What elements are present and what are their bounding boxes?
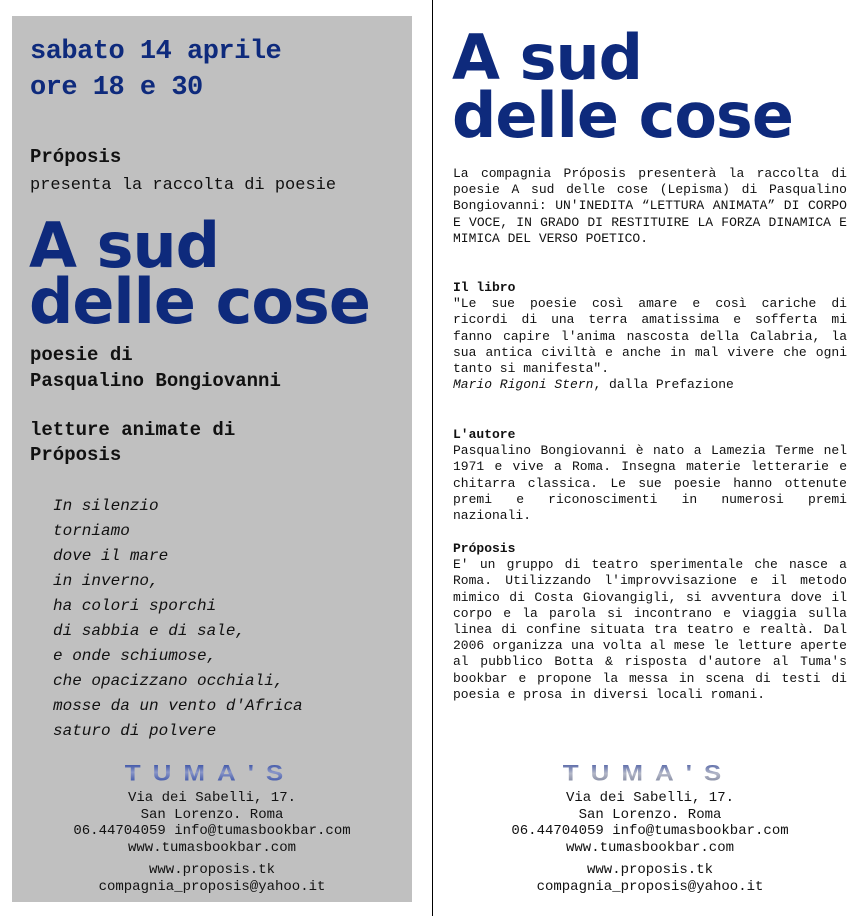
author-section [453,427,847,524]
poem-line: in inverno, [53,572,159,590]
book-section [453,280,847,393]
tumas-logo-right [522,760,774,786]
quote-author: Mario Rigoni Stern [453,377,594,393]
venue-contact-right [453,790,847,895]
right-title-line2: delle cose [452,79,793,152]
company-site-right: www.proposis.tk [586,862,714,878]
venue-website: www.tumasbookbar.com [127,839,297,856]
author-bio: Pasqualino Bongiovanni è nato a Lamezia Terme nel 1971 e vive a Roma. Insegna materie letterarie e chitarra classica. Le sue poesie hanno ottenute premi e riconoscimenti in numerosi premi nazionali. [453,443,847,524]
left-panel [12,16,412,902]
tumas-logo [84,760,336,786]
venue-address-right: Via dei Sabelli, 17. [565,790,735,806]
venue-address: Via dei Sabelli, 17. [127,790,297,806]
book-quote-attribution [453,377,847,393]
venue-city: San Lorenzo. Roma [140,806,284,823]
book-quote: "Le sue poesie così amare e così cariche di ricordi di una terra amatissima e sofferta mi fanno capire l'anima nascosta della Calabria, la sua antica civiltà e anche in mal vivere che ogni tanto si manifesta". [453,296,847,377]
poem-line: saturo di polvere [53,722,217,740]
poem-line: che opacizzano occhiali, [53,672,284,690]
readings-by-label: letture animate di [30,419,236,441]
company-email: compagnia_proposis@yahoo.it [98,878,326,895]
venue-city-right: San Lorenzo. Roma [578,806,722,823]
company-site: www.proposis.tk [148,862,276,878]
author-heading: L'autore [453,427,516,442]
company-heading: Próposis [453,541,516,556]
company-email-right: compagnia_proposis@yahoo.it [536,878,764,895]
poem-line: ha colori sporchi [53,597,217,615]
poems-by-label: poesie di [30,344,133,366]
venue-website-right: www.tumasbookbar.com [565,839,735,856]
book-heading: Il libro [453,280,516,295]
readings-company: Próposis [30,444,122,466]
poem-line: e onde schiumose, [53,647,217,665]
event-date: sabato 14 aprile [30,37,282,67]
poem-excerpt [53,494,303,744]
venue-phone-email-right: 06.44704059 info@tumasbookbar.com [511,823,789,839]
logo-text: TUMA'S [124,761,296,786]
left-title-line2: delle cose [29,265,370,338]
poem-line: In silenzio [53,497,159,515]
presents-text: presenta la raccolta di poesie [30,176,337,195]
left-title-line1: A sud [29,209,219,282]
poem-line: mosse da un vento d'Africa [53,697,303,715]
venue-contact [12,790,412,895]
poem-line: di sabbia e di sale, [53,622,246,640]
author-name: Pasqualino Bongiovanni [30,370,281,392]
event-time: ore 18 e 30 [30,73,203,103]
company-section [453,541,847,703]
poem-line: torniamo [53,522,130,540]
venue-phone-email: 06.44704059 info@tumasbookbar.com [73,823,351,839]
intro-paragraph: La compagnia Próposis presenterà la raccolta di poesie A sud delle cose (Lepisma) di Pasqualino Bongiovanni: UN'INEDITA “LETTURA ANIMATA” DI CORPO E VOCE, IN GRADO DI RESTITUIRE LA FORZA DINAMICA E MIMICA DEL VERSO POETICO. [453,166,847,246]
logo-text-right: TUMA'S [562,761,734,786]
right-title-line1: A sud [452,21,642,94]
presenter-name: Próposis [30,146,122,168]
poem-line: dove il mare [53,547,169,565]
quote-source: , dalla Prefazione [593,377,734,393]
company-description: E' un gruppo di teatro sperimentale che nasce a Roma. Utilizzando l'improvvisazione e il metodo mimico di Costa Giovangigli, si avventura dove il corpo e la parola si incontrano e viaggia sulla linea di confine situata tra teatro e realtà. Dal 2006 organizza una volta al mese le letture aperte al pubblico Botta & risposta d'autore al Tuma's bookbar e propone la messa in scena di testi di poesia e prosa in diversi locali romani. [453,557,847,702]
column-divider [432,0,433,916]
